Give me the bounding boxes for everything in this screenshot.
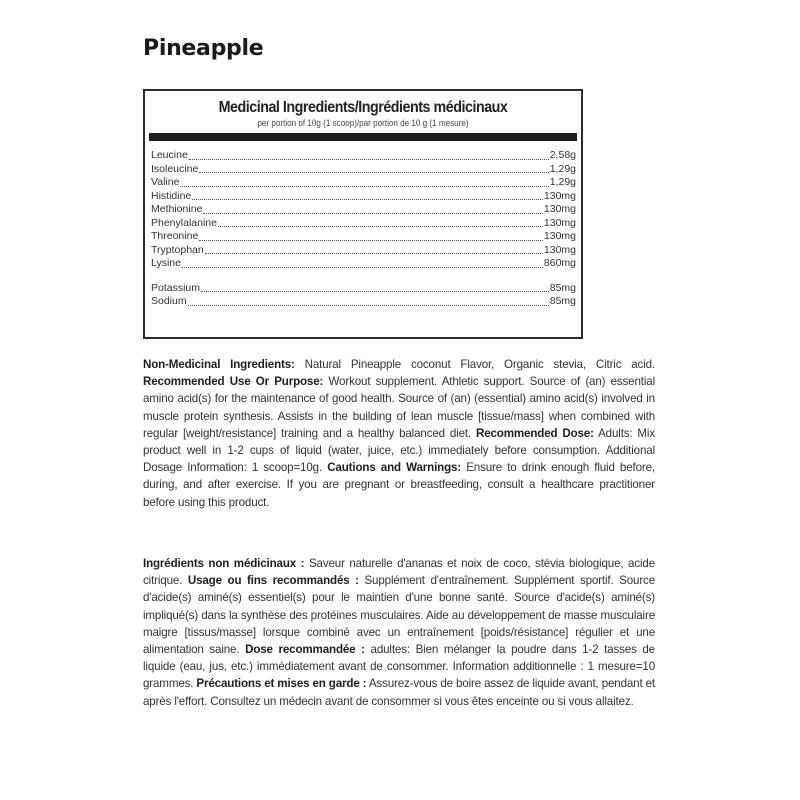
recommended-dose-text: Adults: Mix product well in 1-2 cups of liquid (water, juice, etc.) immediately before consumption. Additional Dosage Information: 1 scoop=10g.	[143, 426, 655, 475]
recommended-dose-text-fr: adultes: Bien mélanger la poudre dans 1-2 tasses de liquide (eau, jus, etc.) immédiatement avant de consommer. Information additionnelle : 1 mesure=10 grammes.	[143, 643, 655, 691]
ingredient-rows	[151, 149, 576, 309]
ingredient-amount: 1,29g	[549, 162, 576, 175]
recommended-use-text-fr: Supplément d'entraînement. Supplément sportif. Source d'acide(s) aminé(s) essentiel(s) pour le maintien d'une bonne santé. Source d'acide(s) aminé(s) impliqué(s) dans la synthèse des protéines musculaires. Aide au développement de masse musculaire maigre [tissus/masse] lorsque combiné avec un entraînement [poids/résistance] régulier et une alimentation saine.	[143, 574, 656, 657]
ingredient-row	[151, 163, 576, 177]
leader-dots	[203, 213, 543, 214]
panel-subtitle: per portion of 10g (1 scoop)/par portion de 10 g (1 mesure)	[257, 118, 469, 128]
cautions-text: Ensure to drink enough fluid before, during, and after exercise. If you are pregnant or breastfeeding, consult a healthcare practitioner before using this product.	[143, 461, 655, 509]
ingredient-name: Leucine	[151, 149, 188, 161]
ingredient-amount: 85mg	[549, 281, 576, 294]
ingredient-name: Sodium	[151, 295, 187, 307]
ingredient-amount: 85mg	[549, 295, 576, 307]
leader-dots	[199, 172, 548, 173]
ingredient-name: Threonine	[151, 230, 199, 242]
leader-dots	[189, 159, 549, 160]
non-medicinal-label: Non-Medicinal Ingredients:	[143, 358, 295, 371]
recommended-use-label-fr: Usage ou fins recommandés :	[187, 574, 359, 588]
ingredient-row	[151, 295, 576, 309]
ingredient-row	[151, 149, 576, 163]
english-label-text	[143, 356, 655, 511]
leader-dots	[201, 291, 549, 292]
leader-dots	[180, 186, 548, 187]
ingredient-row	[151, 244, 576, 258]
leader-dots	[205, 253, 543, 254]
ingredient-row	[151, 176, 576, 190]
ingredient-name: Lysine	[151, 257, 181, 269]
ingredient-name: Tryptophan	[151, 243, 204, 256]
ingredient-amount: 860mg	[543, 257, 576, 269]
recommended-dose-label-fr: Dose recommandée :	[245, 643, 365, 657]
leader-dots	[199, 240, 543, 241]
ingredient-row	[151, 230, 576, 244]
leader-dots	[182, 267, 543, 268]
ingredient-row	[151, 282, 576, 296]
ingredient-row	[151, 190, 576, 204]
ingredient-name: Methionine	[151, 203, 203, 215]
ingredient-amount: 130mg	[543, 203, 576, 215]
ingredient-name: Valine	[151, 176, 180, 188]
french-label-text	[143, 555, 655, 710]
leader-dots	[218, 226, 543, 227]
ingredient-row	[151, 257, 576, 271]
ingredient-amount: 130mg	[543, 230, 576, 242]
ingredient-name: Histidine	[151, 189, 192, 202]
ingredient-row	[151, 203, 576, 217]
ingredient-name: Isoleucine	[151, 162, 199, 175]
ingredient-amount: 130mg	[543, 243, 576, 256]
row-group-spacer	[151, 271, 576, 282]
flavor-title: Pineapple	[143, 36, 264, 61]
leader-dots	[188, 305, 549, 306]
cautions-text-fr: Assurez-vous de boire assez de liquide avant, pendant et après l'effort. Consultez un médecin avant de consommer si vous êtes enceinte ou si vous allaitez.	[143, 677, 655, 708]
cautions-label-fr: Précautions et mises en garde :	[196, 677, 367, 691]
ingredient-amount: 130mg	[543, 216, 576, 229]
ingredient-amount: 1,29g	[549, 176, 576, 188]
non-medicinal-text-fr: Saveur naturelle d'ananas et noix de coco, stévia biologique, acide citrique.	[143, 557, 655, 588]
leader-dots	[192, 199, 543, 200]
recommended-use-text: Workout supplement. Athletic support. Source of (an) essential amino acid(s) for the maintenance of good health. Source of (an) (essential) amino acid(s) involved in muscle protein synthesis. Assists in the building of lean muscle [tissue/mass] when combined with regular [weight/resistance] training and a healthy balanced diet.	[143, 375, 655, 440]
ingredient-amount: 130mg	[543, 189, 576, 202]
recommended-use-label: Recommended Use Or Purpose:	[143, 375, 324, 389]
ingredient-name: Potassium	[151, 281, 201, 294]
non-medicinal-label-fr: Ingrédients non médicinaux :	[143, 557, 305, 570]
non-medicinal-text: Natural Pineapple coconut Flavor, Organic stevia, Citric acid.	[294, 358, 655, 371]
panel-title: Medicinal Ingredients/Ingrédients médicinaux	[218, 99, 508, 116]
recommended-dose-label: Recommended Dose:	[475, 426, 594, 440]
cautions-label: Cautions and Warnings:	[327, 461, 462, 475]
medicinal-ingredients-panel	[143, 89, 583, 339]
ingredient-amount: 2,58g	[549, 149, 576, 161]
ingredient-row	[151, 217, 576, 231]
ingredient-name: Phenylalanine	[151, 216, 217, 229]
panel-divider-bar	[149, 133, 577, 141]
